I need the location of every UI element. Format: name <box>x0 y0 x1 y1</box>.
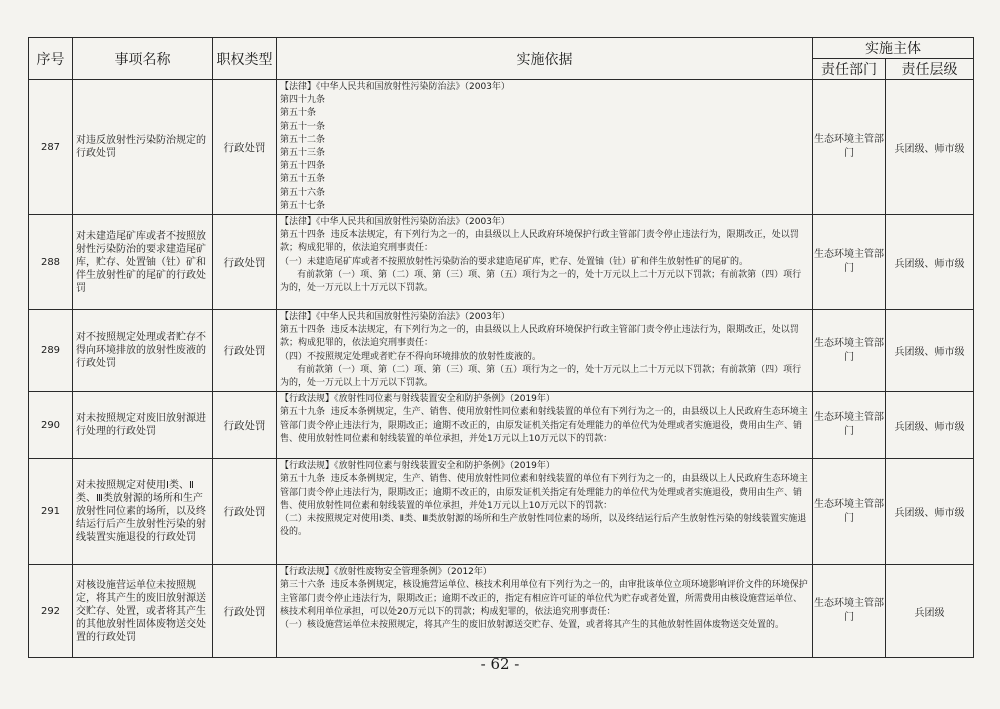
table-row <box>29 459 974 565</box>
row-authority-type: 行政处罚 <box>213 310 277 392</box>
row-responsible-dept: 生态环境主管部门 <box>813 310 886 392</box>
row-responsible-level: 兵团级、师市级 <box>886 80 974 215</box>
row-seq: 289 <box>29 310 73 392</box>
row-authority-type: 行政处罚 <box>213 459 277 565</box>
header-legal-basis: 实施依据 <box>277 38 813 80</box>
row-responsible-level: 兵团级、师市级 <box>886 310 974 392</box>
row-authority-type: 行政处罚 <box>213 215 277 310</box>
row-responsible-dept: 生态环境主管部门 <box>813 392 886 459</box>
table-row <box>29 215 974 310</box>
header-responsible-level: 责任层级 <box>886 59 974 80</box>
row-responsible-dept: 生态环境主管部门 <box>813 80 886 215</box>
row-responsible-dept: 生态环境主管部门 <box>813 215 886 310</box>
row-seq: 290 <box>29 392 73 459</box>
row-item-name: 对未按照规定对使用Ⅰ类、Ⅱ类、Ⅲ类放射源的场所和生产放射性同位素的场所，以及终结运行后产生放射性污染的射线装置实施退役的行政处罚 <box>73 459 213 565</box>
row-responsible-level: 兵团级 <box>886 565 974 658</box>
row-item-name: 对不按照规定处理或者贮存不得向环境排放的放射性废液的行政处罚 <box>73 310 213 392</box>
header-seq: 序号 <box>29 38 73 80</box>
authority-table <box>28 37 974 658</box>
row-item-name: 对未建造尾矿库或者不按照放射性污染防治的要求建造尾矿库，贮存、处置铀（钍）矿和伴生放射性矿的尾矿的行政处罚 <box>73 215 213 310</box>
row-legal-basis: 【行政法规】《放射性废物安全管理条例》（2012年） 第三十六条 违反本条例规定，核设施营运单位、核技术利用单位有下列行为之一的，由审批该单位立项环境影响评价文件的环境保护主管部门责令停止违法行为，限期改正；逾期不改正的，指定有相应许可证的单位代为贮存或者处置，所需费用由核设施营运单位、核技术利用单位承担，可以处20万元以下的罚款；构成犯罪的，依法追究刑事责任： （一）核设施营运单位未按照规定，将其产生的废旧放射源送交贮存、处置，或者将其产生的其他放射性固体废物送交处置的。 <box>277 565 813 658</box>
page-number: - 62 - <box>480 655 520 673</box>
table-row <box>29 80 974 215</box>
header-authority-type: 职权类型 <box>213 38 277 80</box>
row-responsible-dept: 生态环境主管部门 <box>813 459 886 565</box>
row-legal-basis: 【行政法规】《放射性同位素与射线装置安全和防护条例》（2019年） 第五十九条 违反本条例规定，生产、销售、使用放射性同位素和射线装置的单位有下列行为之一的，由县级以上人民政府生态环境主管部门责令停止违法行为，限期改正；逾期不改正的，由原发证机关指定有处理能力的单位代为处理或者实施退役，费用由生产、销售、使用放射性同位素和射线装置的单位承担，并处1万元以上10万元以下的罚款： （二）未按照规定对使用Ⅰ类、Ⅱ类、Ⅲ类放射源的场所和生产放射性同位素的场所，以及终结运行后产生放射性污染的射线装置实施退役的。 <box>277 459 813 565</box>
header-responsible-dept: 责任部门 <box>813 59 886 80</box>
row-authority-type: 行政处罚 <box>213 392 277 459</box>
table-row <box>29 392 974 459</box>
row-legal-basis: 【法律】《中华人民共和国放射性污染防治法》（2003年） 第五十四条 违反本法规定，有下列行为之一的，由县级以上人民政府环境保护行政主管部门责令停止违法行为，限期改正，处以罚款；构成犯罪的，依法追究刑事责任： （四）不按照规定处理或者贮存不得向环境排放的放射性废液的。 有前款第（一）项、第（二）项、第（三）项、第（五）项行为之一的，处十万元以上二十万元以下罚款；有前款第（四）项行为的，处一万元以上十万元以下罚款。 <box>277 310 813 392</box>
row-seq: 287 <box>29 80 73 215</box>
row-legal-basis: 【法律】《中华人民共和国放射性污染防治法》（2003年） 第四十九条 第五十条 第五十一条 第五十二条 第五十三条 第五十四条 第五十五条 第五十六条 第五十七条 <box>277 80 813 215</box>
row-responsible-level: 兵团级、师市级 <box>886 459 974 565</box>
row-legal-basis: 【行政法规】《放射性同位素与射线装置安全和防护条例》（2019年） 第五十九条 违反本条例规定，生产、销售、使用放射性同位素和射线装置的单位有下列行为之一的，由县级以上人民政府生态环境主管部门责令停止违法行为，限期改正；逾期不改正的，由原发证机关指定有处理能力的单位代为处理或者实施退役，费用由生产、销售、使用放射性同位素和射线装置的单位承担，并处1万元以上10万元以下的罚款： <box>277 392 813 459</box>
row-legal-basis: 【法律】《中华人民共和国放射性污染防治法》（2003年） 第五十四条 违反本法规定，有下列行为之一的，由县级以上人民政府环境保护行政主管部门责令停止违法行为，限期改正，处以罚款；构成犯罪的，依法追究刑事责任： （一）未建造尾矿库或者不按照放射性污染防治的要求建造尾矿库，贮存、处置铀（钍）矿和伴生放射性矿的尾矿的。 有前款第（一）项、第（二）项、第（三）项、第（五）项行为之一的，处十万元以上二十万元以下罚款；有前款第（四）项行为的，处一万元以上十万元以下罚款。 <box>277 215 813 310</box>
row-seq: 288 <box>29 215 73 310</box>
header-implementing-subject: 实施主体 <box>813 38 974 59</box>
row-authority-type: 行政处罚 <box>213 80 277 215</box>
row-responsible-level: 兵团级、师市级 <box>886 215 974 310</box>
row-item-name: 对未按照规定对废旧放射源进行处理的行政处罚 <box>73 392 213 459</box>
table-row <box>29 565 974 658</box>
row-seq: 292 <box>29 565 73 658</box>
row-item-name: 对核设施营运单位未按照规定，将其产生的废旧放射源送交贮存、处置，或者将其产生的其他放射性固体废物送交处置的行政处罚 <box>73 565 213 658</box>
row-responsible-dept: 生态环境主管部门 <box>813 565 886 658</box>
header-item-name: 事项名称 <box>73 38 213 80</box>
row-item-name: 对违反放射性污染防治规定的行政处罚 <box>73 80 213 215</box>
row-seq: 291 <box>29 459 73 565</box>
table-row <box>29 310 974 392</box>
row-responsible-level: 兵团级、师市级 <box>886 392 974 459</box>
row-authority-type: 行政处罚 <box>213 565 277 658</box>
